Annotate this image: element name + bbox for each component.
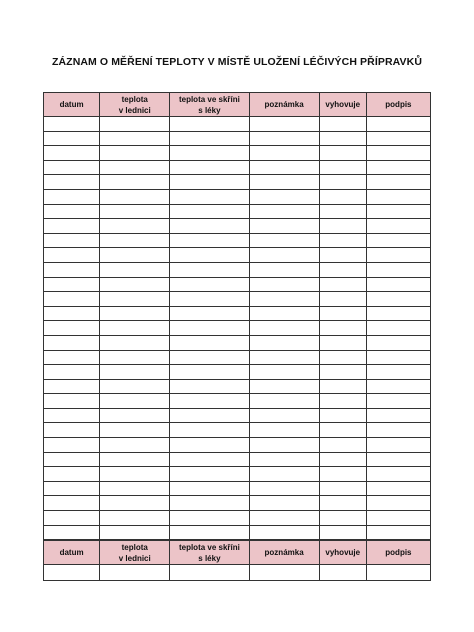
cell-datum[interactable] [44, 160, 100, 175]
cell-poznamka[interactable] [249, 408, 319, 423]
cell-teplota-skrin[interactable] [170, 306, 249, 321]
cell-podpis[interactable] [366, 189, 430, 204]
temperature-log-table-continued [43, 540, 431, 581]
header-podpis: podpis [366, 541, 430, 565]
cell-teplota-lednice[interactable] [100, 423, 170, 438]
cell-vyhovuje[interactable] [319, 146, 366, 161]
cell-teplota-lednice[interactable] [100, 350, 170, 365]
cell-podpis[interactable] [366, 452, 430, 467]
table-row [44, 365, 431, 380]
cell-podpis[interactable] [366, 423, 430, 438]
table-row [44, 277, 431, 292]
cell-datum[interactable] [44, 131, 100, 146]
cell-podpis[interactable] [366, 565, 430, 581]
table-row [44, 131, 431, 146]
cell-datum[interactable] [44, 481, 100, 496]
table-row [44, 117, 431, 132]
cell-podpis[interactable] [366, 379, 430, 394]
cell-datum[interactable] [44, 438, 100, 453]
cell-teplota-skrin[interactable] [170, 131, 249, 146]
cell-vyhovuje[interactable] [319, 204, 366, 219]
cell-poznamka[interactable] [249, 452, 319, 467]
table-row [44, 408, 431, 423]
cell-poznamka[interactable] [249, 189, 319, 204]
header-row [44, 93, 431, 117]
table-row [44, 175, 431, 190]
cell-teplota-skrin[interactable] [170, 292, 249, 307]
cell-teplota-lednice[interactable] [100, 248, 170, 263]
cell-datum[interactable] [44, 175, 100, 190]
cell-vyhovuje[interactable] [319, 262, 366, 277]
cell-podpis[interactable] [366, 335, 430, 350]
cell-datum[interactable] [44, 565, 100, 581]
cell-poznamka[interactable] [249, 117, 319, 132]
cell-vyhovuje[interactable] [319, 233, 366, 248]
cell-teplota-lednice[interactable] [100, 496, 170, 511]
cell-poznamka[interactable] [249, 262, 319, 277]
cell-podpis[interactable] [366, 350, 430, 365]
cell-datum[interactable] [44, 394, 100, 409]
cell-poznamka[interactable] [249, 365, 319, 380]
cell-teplota-lednice[interactable] [100, 292, 170, 307]
cell-poznamka[interactable] [249, 248, 319, 263]
cell-vyhovuje[interactable] [319, 248, 366, 263]
cell-teplota-skrin[interactable] [170, 277, 249, 292]
cell-poznamka[interactable] [249, 219, 319, 234]
cell-podpis[interactable] [366, 262, 430, 277]
table-row [44, 335, 431, 350]
table-row [44, 189, 431, 204]
cell-datum[interactable] [44, 189, 100, 204]
cell-vyhovuje[interactable] [319, 565, 366, 581]
cell-datum[interactable] [44, 525, 100, 540]
cell-poznamka[interactable] [249, 525, 319, 540]
cell-datum[interactable] [44, 496, 100, 511]
cell-teplota-lednice[interactable] [100, 175, 170, 190]
cell-podpis[interactable] [366, 146, 430, 161]
cell-podpis[interactable] [366, 321, 430, 336]
cell-podpis[interactable] [366, 525, 430, 540]
cell-teplota-lednice[interactable] [100, 335, 170, 350]
table-row [44, 219, 431, 234]
cell-teplota-skrin[interactable] [170, 189, 249, 204]
cell-vyhovuje[interactable] [319, 467, 366, 482]
cell-vyhovuje[interactable] [319, 511, 366, 526]
cell-vyhovuje[interactable] [319, 321, 366, 336]
cell-podpis[interactable] [366, 219, 430, 234]
cell-datum[interactable] [44, 248, 100, 263]
cell-poznamka[interactable] [249, 292, 319, 307]
cell-poznamka[interactable] [249, 394, 319, 409]
cell-vyhovuje[interactable] [319, 379, 366, 394]
cell-teplota-skrin[interactable] [170, 204, 249, 219]
cell-teplota-lednice[interactable] [100, 408, 170, 423]
cell-podpis[interactable] [366, 117, 430, 132]
cell-teplota-skrin[interactable] [170, 423, 249, 438]
cell-vyhovuje[interactable] [319, 219, 366, 234]
cell-poznamka[interactable] [249, 467, 319, 482]
cell-podpis[interactable] [366, 277, 430, 292]
table-row [44, 452, 431, 467]
header-datum: datum [44, 541, 100, 565]
cell-podpis[interactable] [366, 481, 430, 496]
cell-poznamka[interactable] [249, 233, 319, 248]
cell-poznamka[interactable] [249, 438, 319, 453]
cell-datum[interactable] [44, 277, 100, 292]
cell-teplota-lednice[interactable] [100, 262, 170, 277]
table-row [44, 160, 431, 175]
table-row [44, 438, 431, 453]
header-podpis: podpis [366, 93, 430, 117]
header-row-repeat [44, 541, 431, 565]
cell-datum[interactable] [44, 408, 100, 423]
cell-teplota-lednice[interactable] [100, 394, 170, 409]
cell-poznamka[interactable] [249, 131, 319, 146]
table-row [44, 565, 431, 581]
cell-poznamka[interactable] [249, 160, 319, 175]
cell-teplota-skrin[interactable] [170, 525, 249, 540]
cell-podpis[interactable] [366, 131, 430, 146]
cell-teplota-skrin[interactable] [170, 379, 249, 394]
cell-teplota-skrin[interactable] [170, 467, 249, 482]
cell-teplota-skrin[interactable] [170, 248, 249, 263]
table-row [44, 233, 431, 248]
cell-datum[interactable] [44, 117, 100, 132]
cell-poznamka[interactable] [249, 350, 319, 365]
cell-datum[interactable] [44, 467, 100, 482]
cell-teplota-lednice[interactable] [100, 233, 170, 248]
cell-vyhovuje[interactable] [319, 408, 366, 423]
header-teplota-skrin: teplota ve skříni s léky [170, 93, 249, 117]
cell-vyhovuje[interactable] [319, 335, 366, 350]
cell-datum[interactable] [44, 233, 100, 248]
cell-podpis[interactable] [366, 292, 430, 307]
cell-teplota-lednice[interactable] [100, 511, 170, 526]
cell-vyhovuje[interactable] [319, 131, 366, 146]
cell-teplota-skrin[interactable] [170, 175, 249, 190]
cell-teplota-skrin[interactable] [170, 233, 249, 248]
cell-vyhovuje[interactable] [319, 365, 366, 380]
cell-teplota-lednice[interactable] [100, 467, 170, 482]
cell-teplota-lednice[interactable] [100, 565, 170, 581]
header-teplota-lednice: teplota v lednici [100, 93, 170, 117]
temperature-log-table [43, 92, 431, 555]
cell-podpis[interactable] [366, 160, 430, 175]
page-title: ZÁZNAM O MĚŘENÍ TEPLOTY V MÍSTĚ ULOŽENÍ LÉČIVÝCH PŘÍPRAVKŮ [51, 56, 422, 68]
cell-podpis[interactable] [366, 204, 430, 219]
cell-teplota-lednice[interactable] [100, 189, 170, 204]
table-row [44, 511, 431, 526]
cell-teplota-skrin[interactable] [170, 146, 249, 161]
cell-podpis[interactable] [366, 175, 430, 190]
cell-vyhovuje[interactable] [319, 525, 366, 540]
cell-teplota-lednice[interactable] [100, 306, 170, 321]
cell-poznamka[interactable] [249, 423, 319, 438]
table-row [44, 204, 431, 219]
header-datum: datum [44, 93, 100, 117]
table-row [44, 146, 431, 161]
cell-podpis[interactable] [366, 438, 430, 453]
cell-poznamka[interactable] [249, 204, 319, 219]
cell-vyhovuje[interactable] [319, 292, 366, 307]
cell-teplota-skrin[interactable] [170, 335, 249, 350]
cell-podpis[interactable] [366, 467, 430, 482]
cell-teplota-skrin[interactable] [170, 438, 249, 453]
cell-poznamka[interactable] [249, 496, 319, 511]
cell-vyhovuje[interactable] [319, 189, 366, 204]
cell-datum[interactable] [44, 146, 100, 161]
cell-teplota-skrin[interactable] [170, 262, 249, 277]
cell-vyhovuje[interactable] [319, 160, 366, 175]
cell-poznamka[interactable] [249, 306, 319, 321]
cell-teplota-skrin[interactable] [170, 117, 249, 132]
cell-vyhovuje[interactable] [319, 452, 366, 467]
cell-datum[interactable] [44, 335, 100, 350]
table-row [44, 496, 431, 511]
cell-teplota-skrin[interactable] [170, 511, 249, 526]
cell-poznamka[interactable] [249, 379, 319, 394]
cell-vyhovuje[interactable] [319, 496, 366, 511]
cell-teplota-lednice[interactable] [100, 131, 170, 146]
cell-poznamka[interactable] [249, 511, 319, 526]
cell-teplota-skrin[interactable] [170, 408, 249, 423]
cell-teplota-lednice[interactable] [100, 146, 170, 161]
cell-datum[interactable] [44, 379, 100, 394]
header-teplota-lednice: teplota v lednici [100, 541, 170, 565]
cell-poznamka[interactable] [249, 565, 319, 581]
table-row [44, 394, 431, 409]
table-row [44, 423, 431, 438]
header-teplota-skrin: teplota ve skříni s léky [170, 541, 249, 565]
cell-teplota-skrin[interactable] [170, 496, 249, 511]
cell-datum[interactable] [44, 306, 100, 321]
cell-datum[interactable] [44, 511, 100, 526]
cell-podpis[interactable] [366, 511, 430, 526]
cell-teplota-skrin[interactable] [170, 321, 249, 336]
table-row [44, 467, 431, 482]
cell-vyhovuje[interactable] [319, 423, 366, 438]
cell-podpis[interactable] [366, 306, 430, 321]
cell-teplota-lednice[interactable] [100, 321, 170, 336]
cell-teplota-lednice[interactable] [100, 452, 170, 467]
cell-podpis[interactable] [366, 233, 430, 248]
cell-datum[interactable] [44, 452, 100, 467]
cell-vyhovuje[interactable] [319, 481, 366, 496]
cell-podpis[interactable] [366, 394, 430, 409]
cell-vyhovuje[interactable] [319, 117, 366, 132]
table-row [44, 306, 431, 321]
cell-datum[interactable] [44, 350, 100, 365]
header-vyhovuje: vyhovuje [319, 93, 366, 117]
cell-teplota-lednice[interactable] [100, 365, 170, 380]
cell-vyhovuje[interactable] [319, 394, 366, 409]
cell-datum[interactable] [44, 219, 100, 234]
cell-teplota-skrin[interactable] [170, 160, 249, 175]
cell-datum[interactable] [44, 262, 100, 277]
cell-vyhovuje[interactable] [319, 438, 366, 453]
cell-teplota-lednice[interactable] [100, 219, 170, 234]
table-row [44, 379, 431, 394]
cell-vyhovuje[interactable] [319, 175, 366, 190]
cell-datum[interactable] [44, 423, 100, 438]
cell-teplota-skrin[interactable] [170, 365, 249, 380]
cell-datum[interactable] [44, 292, 100, 307]
table-row [44, 248, 431, 263]
cell-teplota-skrin[interactable] [170, 219, 249, 234]
cell-datum[interactable] [44, 321, 100, 336]
cell-datum[interactable] [44, 365, 100, 380]
cell-teplota-lednice[interactable] [100, 525, 170, 540]
cell-teplota-skrin[interactable] [170, 452, 249, 467]
header-poznamka: poznámka [249, 93, 319, 117]
cell-teplota-lednice[interactable] [100, 277, 170, 292]
cell-teplota-skrin[interactable] [170, 481, 249, 496]
cell-podpis[interactable] [366, 496, 430, 511]
cell-teplota-skrin[interactable] [170, 565, 249, 581]
table-row [44, 262, 431, 277]
cell-poznamka[interactable] [249, 146, 319, 161]
cell-podpis[interactable] [366, 365, 430, 380]
cell-teplota-lednice[interactable] [100, 117, 170, 132]
cell-vyhovuje[interactable] [319, 350, 366, 365]
cell-teplota-lednice[interactable] [100, 204, 170, 219]
cell-podpis[interactable] [366, 408, 430, 423]
header-vyhovuje: vyhovuje [319, 541, 366, 565]
cell-teplota-lednice[interactable] [100, 481, 170, 496]
table-row [44, 292, 431, 307]
table-row [44, 481, 431, 496]
cell-poznamka[interactable] [249, 321, 319, 336]
cell-poznamka[interactable] [249, 277, 319, 292]
table-row [44, 525, 431, 540]
cell-vyhovuje[interactable] [319, 277, 366, 292]
cell-datum[interactable] [44, 204, 100, 219]
table-body [44, 117, 431, 555]
cell-teplota-lednice[interactable] [100, 379, 170, 394]
cell-vyhovuje[interactable] [319, 306, 366, 321]
cell-podpis[interactable] [366, 248, 430, 263]
cell-poznamka[interactable] [249, 175, 319, 190]
cell-teplota-skrin[interactable] [170, 350, 249, 365]
header-poznamka: poznámka [249, 541, 319, 565]
cell-teplota-lednice[interactable] [100, 438, 170, 453]
table-row [44, 350, 431, 365]
cell-poznamka[interactable] [249, 481, 319, 496]
cell-poznamka[interactable] [249, 335, 319, 350]
table-body-continued [44, 565, 431, 581]
cell-teplota-lednice[interactable] [100, 160, 170, 175]
cell-teplota-skrin[interactable] [170, 394, 249, 409]
table-row [44, 321, 431, 336]
